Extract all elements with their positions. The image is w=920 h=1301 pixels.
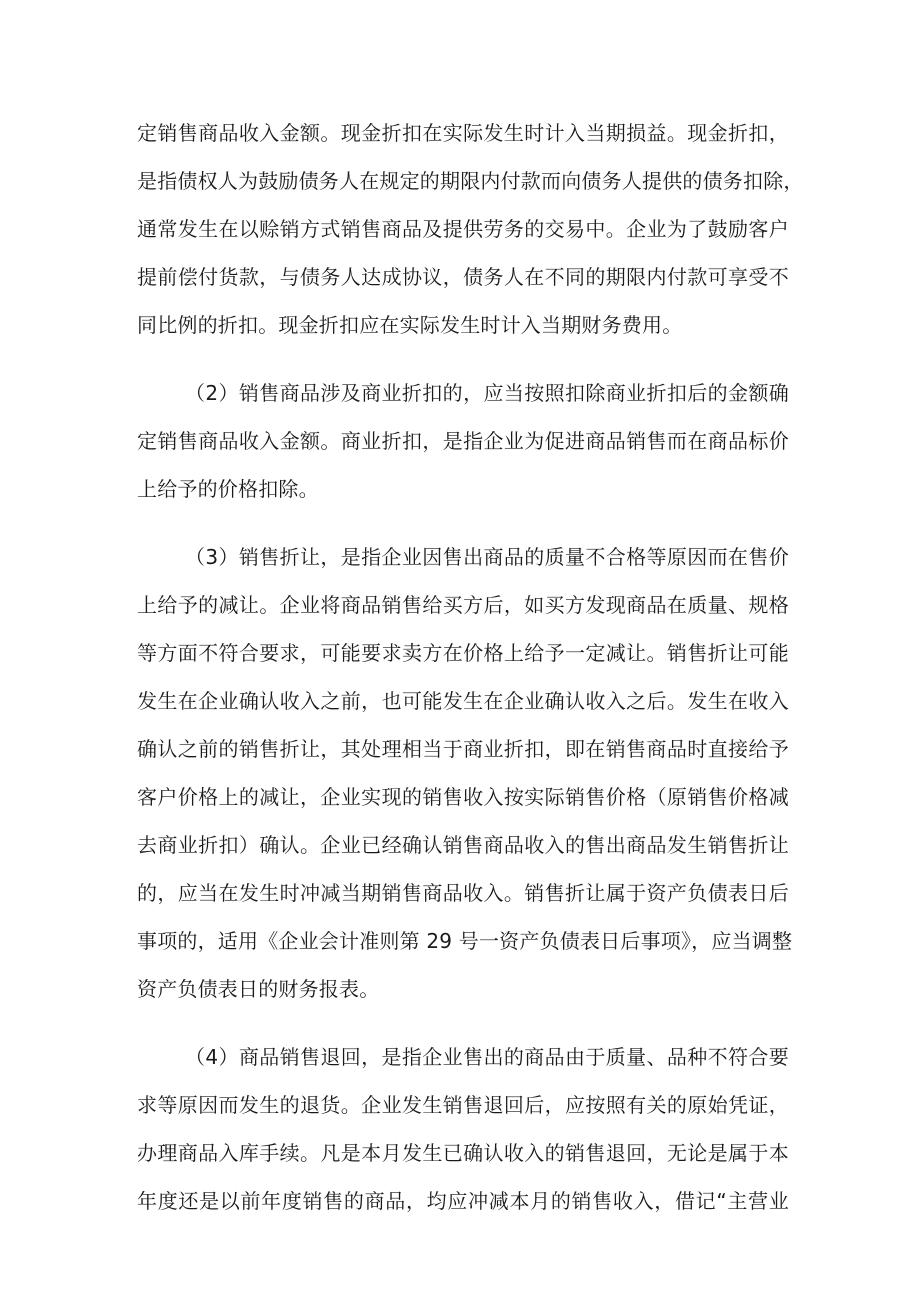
text-line: 事项的，适用《企业会计准则第 29 号一资产负债表日后事项》，应当调整 — [137, 929, 793, 953]
text-line: 办理商品入库手续。凡是本月发生已确认收入的销售退回，无论是属于本 — [137, 1141, 789, 1165]
text-line: （3）销售折让，是指企业因售出商品的质量不合格等原因而在售价 — [185, 545, 789, 569]
text-line: （2）销售商品涉及商业折扣的，应当按照扣除商业折扣后的金额确 — [185, 381, 789, 405]
text-line: 是指债权人为鼓励债务人在规定的期限内付款而向债务人提供的债务扣除， — [137, 169, 804, 193]
text-line: 提前偿付货款，与债务人达成协议，债务人在不同的期限内付款可享受不 — [137, 265, 789, 289]
document-body — [137, 109, 804, 1225]
text-line: 同比例的折扣。现金折扣应在实际发生时计入当期财务费用。 — [137, 313, 683, 337]
paragraph-sales-allowance — [137, 533, 793, 1013]
text-line: 资产负债表日的财务报表。 — [137, 977, 380, 1001]
text-line: 通常发生在以赊销方式销售商品及提供劳务的交易中。企业为了鼓励客户 — [137, 217, 789, 241]
text-line: 定销售商品收入金额。商业折扣，是指企业为促进商品销售而在商品标价 — [137, 429, 789, 453]
text-line: 确认之前的销售折让，其处理相当于商业折扣，即在销售商品时直接给予 — [137, 737, 789, 761]
text-line: 上给予的价格扣除。 — [137, 477, 319, 501]
text-line: 客户价格上的减让，企业实现的销售收入按实际销售价格（原销售价格减 — [137, 785, 789, 809]
text-line: 的，应当在发生时冲减当期销售商品收入。销售折让属于资产负债表日后 — [137, 881, 789, 905]
paragraph-commercial-discount — [137, 369, 789, 513]
text-line: 求等原因而发生的退货。企业发生销售退回后，应按照有关的原始凭证， — [137, 1093, 789, 1117]
text-line: 去商业折扣）确认。企业已经确认销售商品收入的售出商品发生销售折让 — [137, 833, 789, 857]
text-line: 上给予的减让。企业将商品销售给买方后，如买方发现商品在质量、规格 — [137, 593, 789, 617]
text-line: 定销售商品收入金额。现金折扣在实际发生时计入当期损益。现金折扣， — [137, 121, 789, 145]
text-line: （4）商品销售退回，是指企业售出的商品由于质量、品种不符合要 — [185, 1045, 789, 1069]
paragraph-sales-return — [137, 1033, 789, 1225]
text-line: 等方面不符合要求，可能要求卖方在价格上给予一定减让。销售折让可能 — [137, 641, 789, 665]
paragraph-cash-discount — [137, 109, 804, 349]
text-line: 年度还是以前年度销售的商品，均应冲减本月的销售收入，借记“主营业 — [137, 1189, 789, 1213]
text-line: 发生在企业确认收入之前，也可能发生在企业确认收入之后。发生在收入 — [137, 689, 789, 713]
